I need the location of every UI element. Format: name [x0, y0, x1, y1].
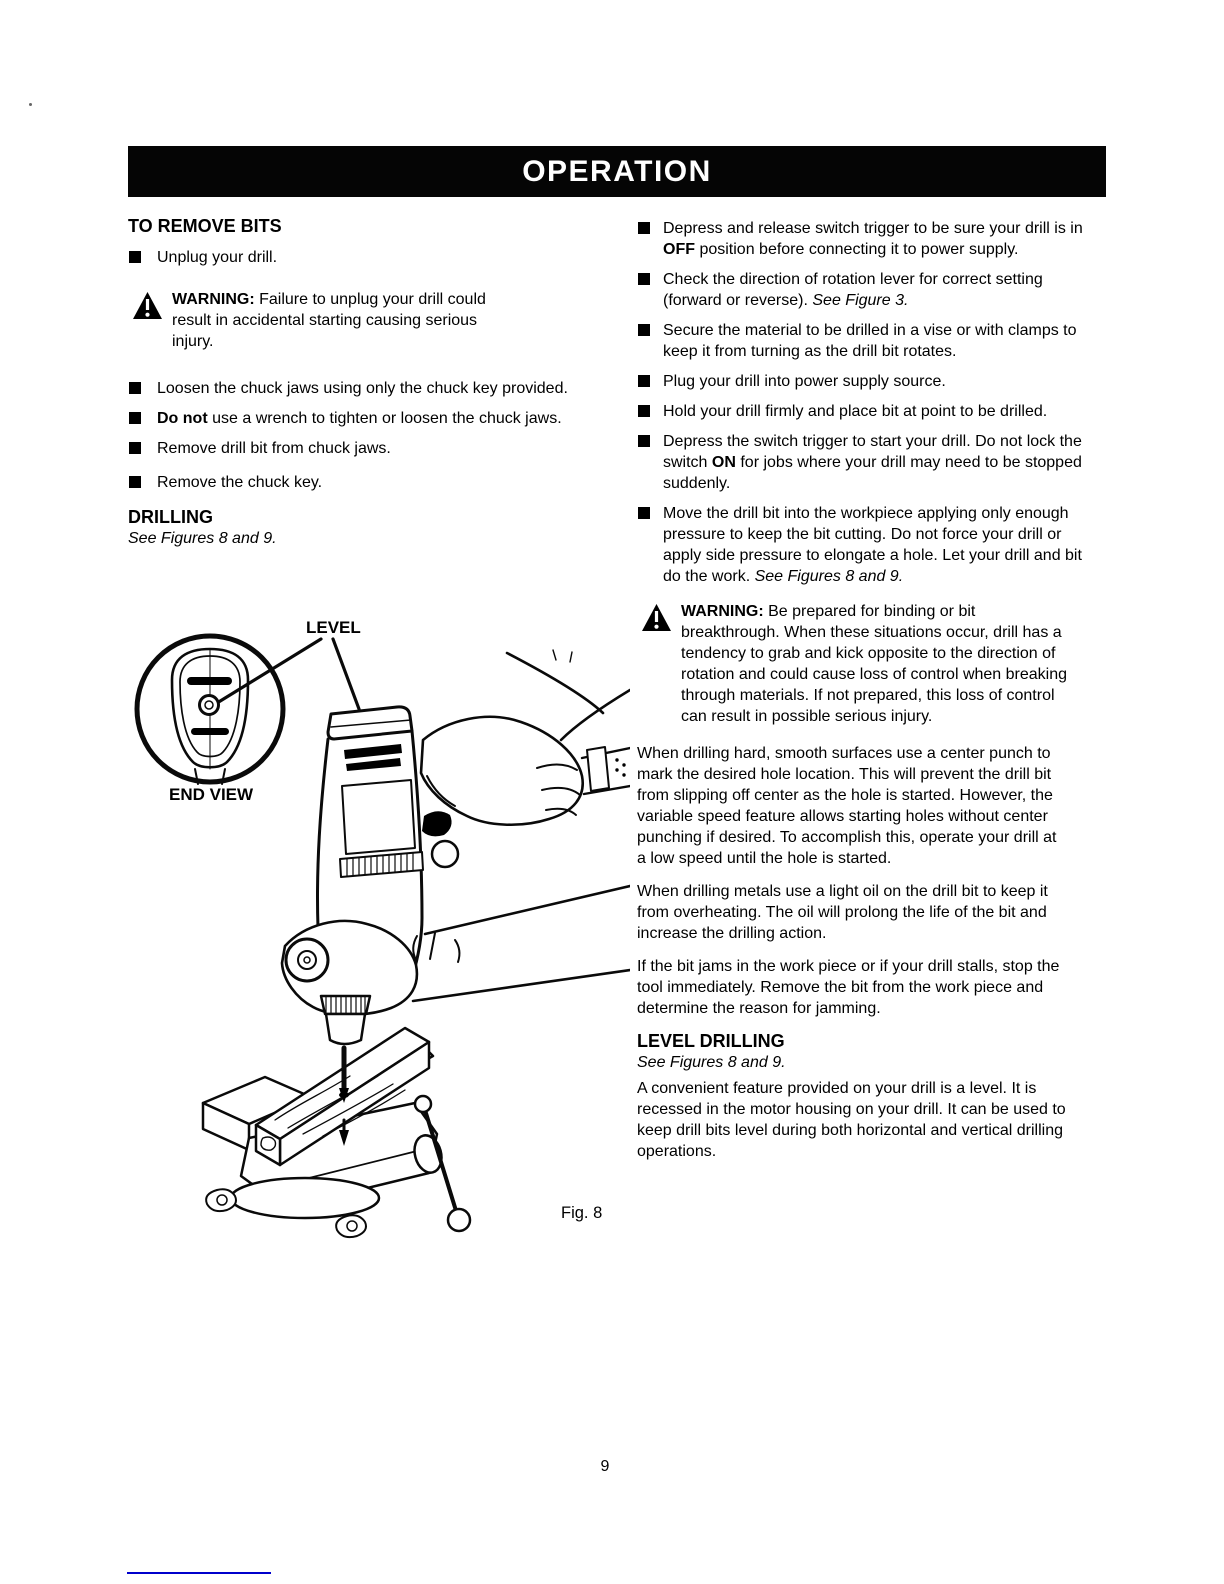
warning-label: WARNING:	[681, 603, 764, 620]
bullet-square-icon	[129, 476, 141, 488]
heading-drilling: DRILLING	[128, 507, 213, 527]
bullet-square-icon	[638, 222, 650, 234]
warning-text: Be prepared for binding or bit breakthrough. When these situations occur, drill has a tendency to grab and kick opposite to the direction of rotation and could cause loss of control when breaking through materials. If not prepared, this loss of control can result in possible serious injury.	[681, 603, 1068, 725]
list-item	[128, 378, 573, 399]
list-item	[128, 438, 573, 459]
warning-text: Failure to unplug your drill could result in accidental starting causing serious injury.	[172, 291, 486, 350]
list-item	[637, 503, 1083, 587]
paragraph: A convenient feature provided on your drill is a level. It is recessed in the motor housing on your drill. It can be used to keep drill bits level during both horizontal and vertical drilling operations.	[637, 1080, 1066, 1160]
footer-accent-rule	[127, 1572, 271, 1574]
bullet-square-icon	[129, 382, 141, 394]
list-item	[128, 472, 573, 493]
bullet-text: Remove the chuck key.	[157, 474, 323, 491]
bullet-square-icon	[638, 273, 650, 285]
bullet-text: Remove drill bit from chuck jaws.	[157, 440, 391, 457]
bullet-text-bold: ON	[711, 454, 736, 471]
heading-level-drilling: LEVEL DRILLING	[637, 1031, 785, 1051]
drilling-see-note: See Figures 8 and 9.	[128, 530, 277, 547]
list-item	[637, 431, 1083, 494]
level-drilling-see-note: See Figures 8 and 9.	[637, 1054, 786, 1071]
left-column	[128, 216, 573, 548]
figure-8-illustration	[125, 598, 630, 1246]
section-title: OPERATION	[522, 154, 712, 188]
paragraph: When drilling metals use a light oil on the drill bit to keep it from overheating. The oil will prolong the life of the bit and increase the drilling action.	[637, 883, 1048, 942]
bullet-text: Check the direction of rotation lever for correct setting (forward or reverse).	[663, 271, 1043, 309]
list-item	[637, 401, 1083, 422]
bullet-text-bold: Do not	[157, 410, 208, 427]
bullet-text: Depress and release switch trigger to be sure your drill is in	[663, 220, 1083, 237]
paragraph: If the bit jams in the work piece or if your drill stalls, stop the tool immediately. Remove the bit from the work piece and determine the reason for jamming.	[637, 958, 1060, 1017]
list-item	[637, 269, 1083, 311]
bullet-text: Secure the material to be drilled in a vise or with clamps to keep it from turning as the drill bit rotates.	[663, 322, 1077, 360]
bullet-square-icon	[638, 375, 650, 387]
bullet-text-italic: See Figure 3.	[812, 292, 909, 309]
bullet-square-icon	[129, 442, 141, 454]
bullet-square-icon	[638, 324, 650, 336]
bullet-text: Plug your drill into power supply source.	[663, 373, 946, 390]
list-item	[128, 408, 573, 429]
warning-block	[641, 601, 1071, 727]
bullet-text: Move the drill bit into the workpiece applying only enough pressure to keep the bit cutting. Do not force your drill or apply side pressure to elongate a hole. Let your drill and bit do the work.	[663, 505, 1082, 585]
bullet-square-icon	[638, 405, 650, 417]
right-column	[637, 218, 1083, 1174]
section-header-bar	[128, 146, 1106, 197]
bullet-square-icon	[129, 412, 141, 424]
list-item	[637, 371, 1083, 392]
figure-level-label: LEVEL	[306, 618, 361, 637]
paragraph: When drilling hard, smooth surfaces use a center punch to mark the desired hole location. This will prevent the drill bit from slipping off center as the hole is started. However, the variable speed feature allows starting holes without center punching if desired. To accomplish this, operate your drill at a low speed until the hole is started.	[637, 745, 1057, 867]
list-item	[637, 218, 1083, 260]
bullet-text: Unplug your drill.	[157, 249, 278, 266]
list-item	[637, 320, 1083, 362]
figure-end-view-label: END VIEW	[169, 785, 254, 804]
bullet-text: Depress the switch trigger to start your drill. Do not lock the switch	[663, 433, 1082, 471]
bullet-square-icon	[638, 435, 650, 447]
bullet-square-icon	[129, 251, 141, 263]
bullet-text: for jobs where your drill may need to be stopped suddenly.	[663, 454, 1082, 492]
page-number: 9	[600, 1458, 610, 1475]
warning-icon	[641, 603, 672, 638]
bullet-text: position before connecting it to power supply.	[695, 241, 1019, 258]
warning-label: WARNING:	[172, 291, 255, 308]
bullet-text-italic: See Figures 8 and 9.	[754, 568, 904, 585]
warning-icon	[132, 291, 163, 326]
bullet-square-icon	[638, 507, 650, 519]
bullet-text: Hold your drill firmly and place bit at point to be drilled.	[663, 403, 1048, 420]
scan-speck	[29, 103, 32, 106]
bullet-text: use a wrench to tighten or loosen the chuck jaws.	[207, 410, 562, 427]
bullet-text-bold: OFF	[663, 241, 695, 258]
figure-caption: Fig. 8	[561, 1204, 603, 1222]
warning-block	[132, 289, 512, 352]
bullet-text: Loosen the chuck jaws using only the chuck key provided.	[157, 380, 568, 397]
list-item	[128, 247, 573, 268]
heading-to-remove-bits: TO REMOVE BITS	[128, 216, 282, 236]
